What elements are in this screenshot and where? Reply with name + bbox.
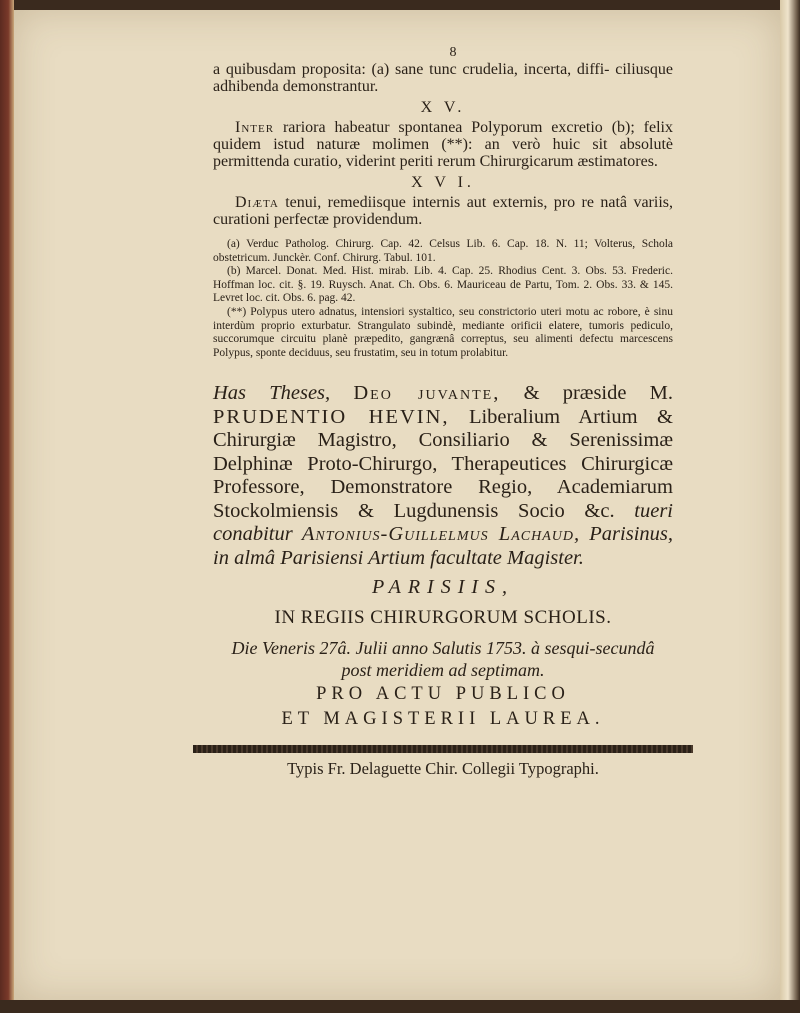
section-xv-body: rariora habeatur spontanea Polyporum excretio (b); felix quidem istud naturæ molimen (**): an verò huic sit absolutè permittenda curatio, viderint periti rerum Chirurgicarum æstimatores. — [213, 119, 673, 170]
date-line-2: post meridiem ad septimam. — [341, 660, 545, 681]
place-line: PARISIIS, — [371, 576, 515, 599]
continuation-line-2: ciliusque adhibenda demonstrantur. — [213, 61, 673, 95]
praeses-name: PRUDENTIO HEVIN, — [213, 405, 450, 428]
section-xv-text — [213, 119, 673, 170]
section-xv-lead: Inter — [235, 119, 275, 136]
section-xv-heading: X V. — [420, 99, 466, 116]
section-xvi-lead: Diæta — [235, 194, 279, 211]
printer-imprint: Typis Fr. Delaguette Chir. Collegii Typographi. — [287, 759, 599, 779]
section-xvi-heading: X V I. — [411, 174, 475, 191]
book-binding — [0, 0, 14, 1013]
page-number: 8 — [449, 45, 457, 60]
footnote-stars: (**) Polypus utero adnatus, intensiori systaltico, seu constrictorio uteri motu ac robore, è sinu interdùm proprio exturbatur. Strangulato subindè, mediante orificii elatere, tumoris pediculo, succorumque circuitu planè præpedito, gangrænâ correptus, seu alimenti defectu marcescens Polypus, sponte deciduus, seu frustatim, seu in totum prolabitur. — [213, 305, 673, 359]
section-xvi-text — [213, 194, 673, 228]
date-line-1: Die Veneris 27â. Julii anno Salutis 1753. à sesqui-secundâ — [231, 638, 655, 659]
theses-deo: Deo juvante, — [353, 382, 501, 405]
page-edge — [780, 0, 800, 1013]
theses-has: Has Theses, — [213, 382, 331, 405]
bottom-edge — [0, 1000, 800, 1013]
page-content — [213, 45, 673, 779]
ornamental-rule — [193, 745, 693, 753]
pro-actu-line: PRO ACTU PUBLICO — [316, 684, 570, 705]
praeses-titles: Liberalium Artium & Chirurgiæ Magistro, Consiliario & Serenissimæ Delphinæ Proto-Chirurgo, Therapeutices Chirurgicæ Professore, Demonstratore Regio, Academiarum Stockolmiensis & Lugdunensis Socio &c. — [213, 405, 673, 522]
footnotes — [213, 238, 673, 360]
theses-paragraph — [213, 382, 673, 570]
theses-praeside: & præside M. — [523, 382, 674, 405]
footnote-b: (b) Marcel. Donat. Med. Hist. mirab. Lib. 4. Cap. 25. Rhodius Cent. 3. Obs. 53. Frederic. Hoffman loc. cit. §. 19. Ruysch. Anat. Ch. Obs. 6. Mauriceau de Partu, Tom. 2. Obs. 33. & 145. Levret loc. cit. Obs. 6. pag. 42. — [213, 265, 673, 305]
respondent-titles: Parisinus, in almâ Parisiensi Artium facultate Magister. — [213, 523, 674, 569]
footnote-a: (a) Verduc Patholog. Chirurg. Cap. 42. Celsus Lib. 6. Cap. 18. N. 11; Volterus, Schola obstetricum. Junckèr. Conf. Chirurg. Tabul. 101. — [213, 238, 673, 264]
respondent-name: Antonius-Guillelmus Lachaud, — [301, 523, 581, 546]
continuation-line-1: a quibusdam proposita: (a) sane tunc crudelia, incerta, diffi- — [213, 61, 610, 78]
top-edge — [0, 0, 800, 10]
section-xvi-body: tenui, remediisque internis aut externis, pro re natâ variis, curationi perfectæ providendum. — [213, 194, 673, 228]
schools-line: IN REGIIS CHIRURGORUM SCHOLIS. — [274, 607, 612, 629]
laurea-line: ET MAGISTERII LAUREA. — [281, 709, 605, 730]
continuation-line — [213, 61, 673, 95]
book-page — [14, 10, 780, 1000]
theses-tueri: tueri conabitur — [213, 499, 673, 546]
